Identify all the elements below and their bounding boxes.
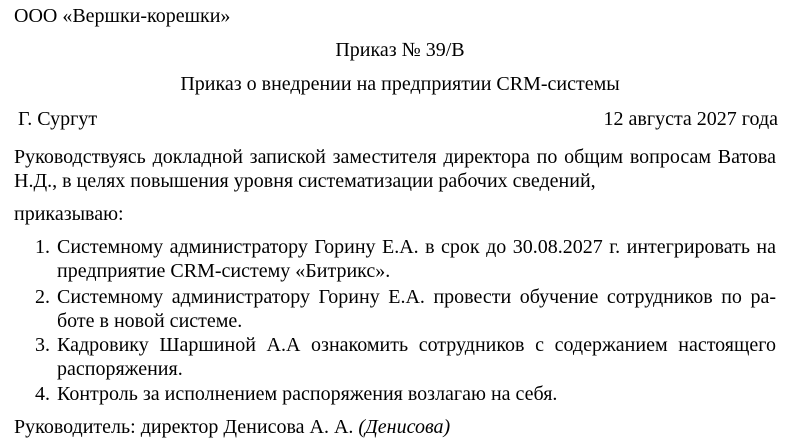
list-item-line-2: предприятие CRM-систему «Битрикс». xyxy=(57,260,391,282)
list-item-number: 2. xyxy=(35,286,50,308)
list-item-line-2: боте в новой системе. xyxy=(57,310,243,332)
order-title: Приказ о внедрении на предприятии CRM-системы xyxy=(180,73,620,95)
company-name: ООО «Вершки-корешки» xyxy=(14,5,231,27)
list-item-line-1: Системному администратору Горину Е.А. провести обучение сотрудников по ра- xyxy=(57,286,776,308)
list-item-line-2: распоряжения. xyxy=(57,358,183,380)
order-date: 12 августа 2027 года xyxy=(603,108,778,130)
signature-line xyxy=(14,415,450,439)
preamble-line-2: Н.Д., в целях повышения уровня систематизации рабочих сведений, xyxy=(14,170,596,192)
list-item-line-1: Кадровику Шаршиной А.А ознакомить сотрудников с содержанием настоящего xyxy=(57,334,776,356)
order-number: Приказ № 39/В xyxy=(335,39,465,61)
list-item-line-1: Контроль за исполнением распоряжения возлагаю на себя. xyxy=(57,383,558,405)
list-item-number: 4. xyxy=(35,383,50,405)
list-item-number: 3. xyxy=(35,334,50,356)
city: Г. Сургут xyxy=(18,108,98,130)
list-item-line-1: Системному администратору Горину Е.А. в срок до 30.08.2027 г. интегрировать на xyxy=(57,236,776,258)
list-item-number: 1. xyxy=(35,236,50,258)
handwritten-signature: (Денисова) xyxy=(358,416,451,438)
order-word: приказываю: xyxy=(14,203,124,225)
signature-label: Руководитель: директор Денисова А. А. xyxy=(14,416,354,438)
preamble-line-1: Руководствуясь докладной запиской заместителя директора по общим вопросам Ватова xyxy=(14,146,776,168)
